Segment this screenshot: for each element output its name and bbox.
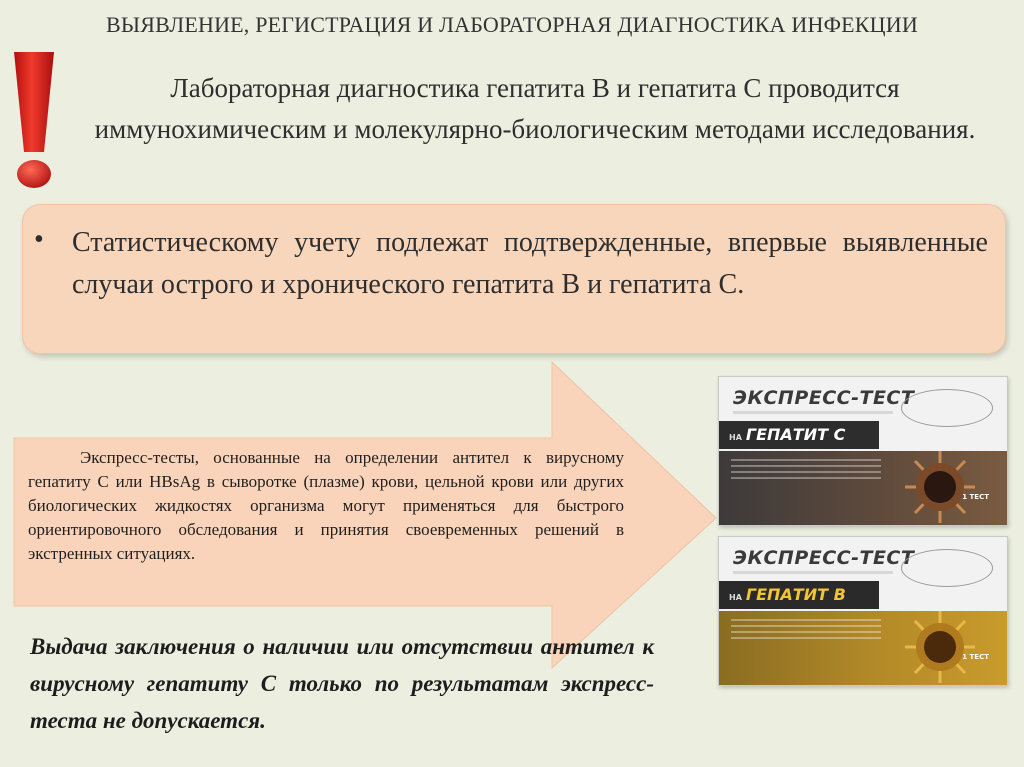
exclamation-icon <box>10 48 58 190</box>
product-count: 1 ТЕСТ <box>962 653 989 661</box>
product-fine-print <box>731 459 881 483</box>
product-count: 1 ТЕСТ <box>962 493 989 501</box>
express-test-text: Экспресс-тесты, основанные на определении антител к вирусному гепатиту С или HBsAg в сыворотке (плазме) крови, цельной крови или других биологических жидкостях организма могут применяться для быстрого ориентировочного обследования и принятия своевременных решений в экстренных ситуациях. <box>28 448 624 563</box>
virus-icon <box>897 607 983 686</box>
intro-text: Лабораторная диагностика гепатита В и гепатита С проводится иммунохимическим и молекулярно-биологическим методами исследования. <box>94 73 976 144</box>
brand-logo-oval <box>901 389 993 427</box>
product-fine-print <box>731 619 881 643</box>
conclusion-text: Выдача заключения о наличии или отсутствии антител к вирусному гепатиту С только по результатам экспресс-теста не допускается. <box>30 634 654 733</box>
brand-logo-oval <box>901 549 993 587</box>
express-test-hepatitis-c-image <box>718 376 1008 526</box>
product-prefix: НА <box>729 593 742 602</box>
product-name: ГЕПАТИТ В <box>745 585 846 604</box>
virus-icon <box>897 447 983 526</box>
product-subtitle-line <box>733 411 893 414</box>
product-brand: ЭКСПРЕСС-ТЕСТ <box>733 387 915 409</box>
product-name-label <box>719 581 879 609</box>
product-subtitle-line <box>733 571 893 574</box>
slide-title: ВЫЯВЛЕНИЕ, РЕГИСТРАЦИЯ И ЛАБОРАТОРНАЯ ДИАГНОСТИКА ИНФЕКЦИИ <box>106 12 918 37</box>
product-brand: ЭКСПРЕСС-ТЕСТ <box>733 547 915 569</box>
statistics-bullet: • <box>34 224 44 255</box>
product-prefix: НА <box>729 433 742 442</box>
product-name: ГЕПАТИТ С <box>745 425 846 444</box>
express-test-hepatitis-b-image <box>718 536 1008 686</box>
product-name-label <box>719 421 879 449</box>
statistics-text: Статистическому учету подлежат подтвержденные, впервые выявленные случаи острого и хронического гепатита В и гепатита С. <box>72 227 988 300</box>
